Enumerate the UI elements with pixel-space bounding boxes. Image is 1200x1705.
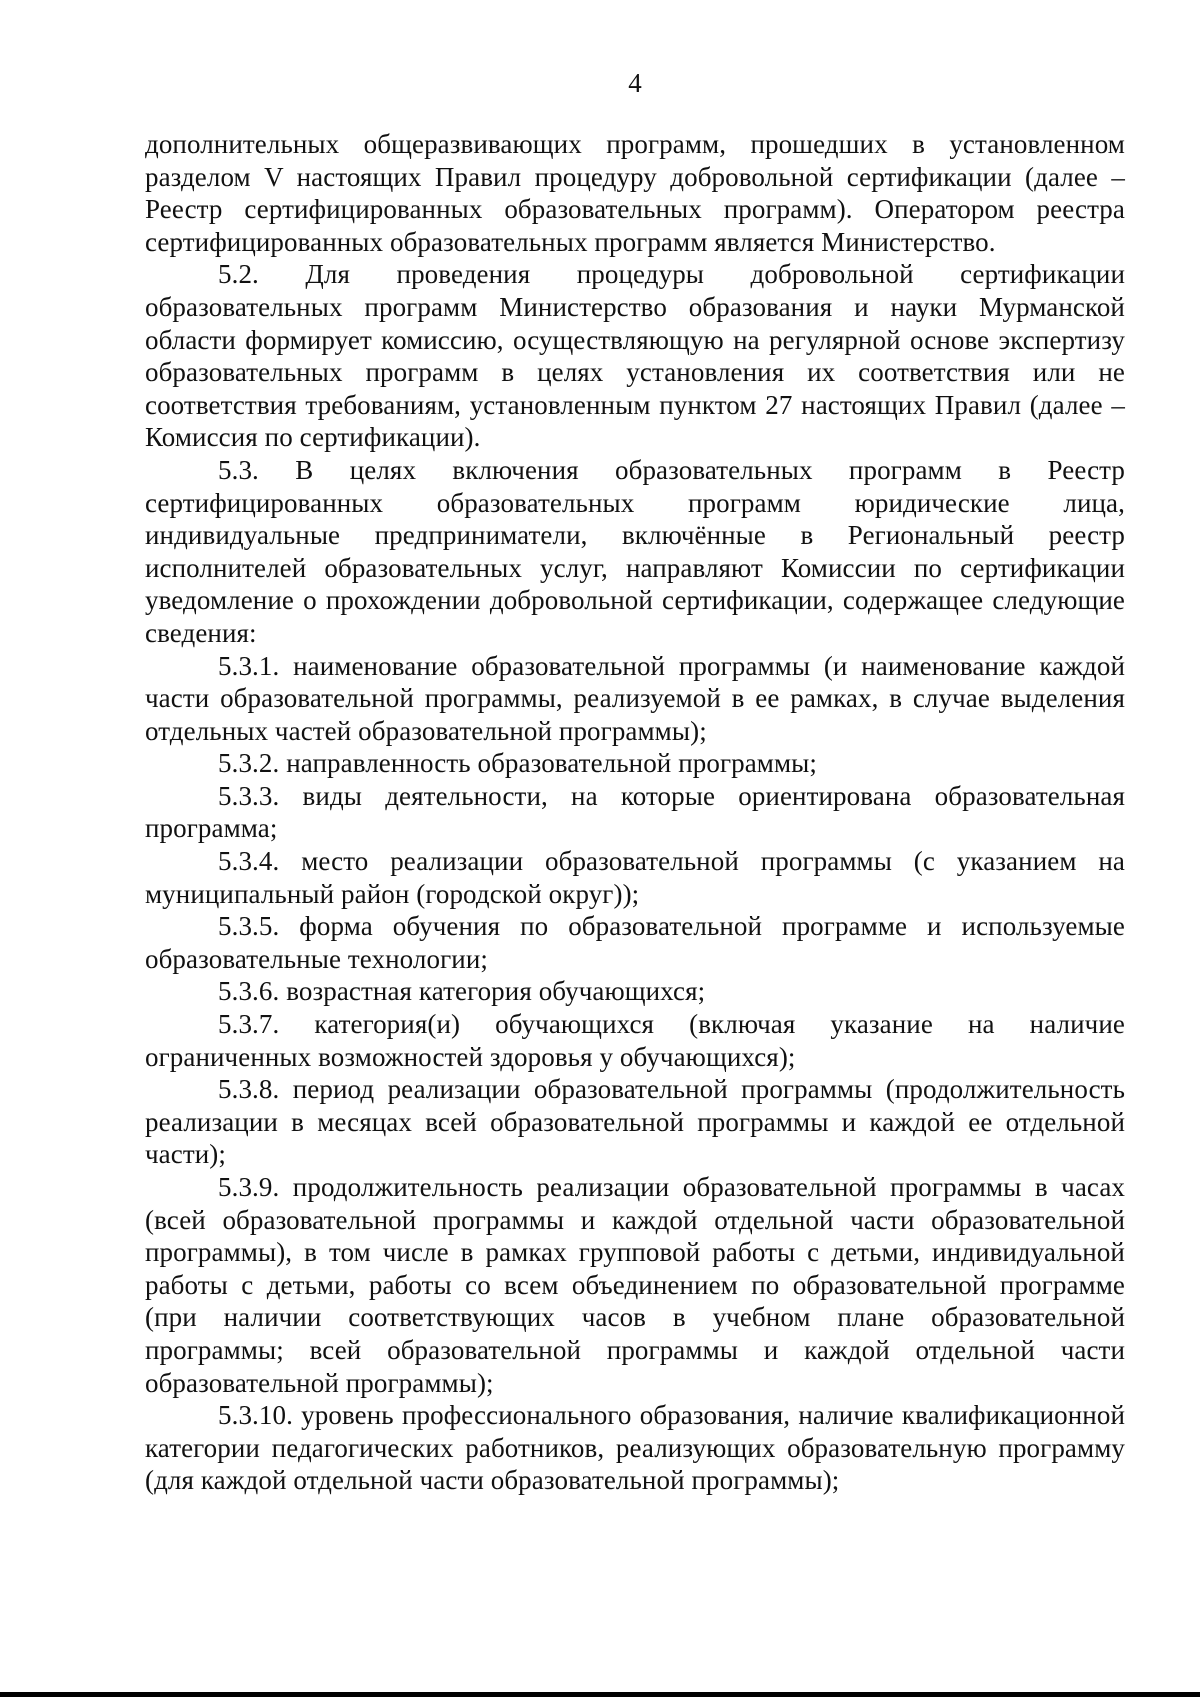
paragraph-5-2: 5.2. Для проведения процедуры добровольной сертификации образовательных программ Министерство образования и науки Мурманской области формирует комиссию, осуществляющую на регулярной основе экспертизу образовательных программ в целях установления их соответствия или не соответствия требованиям, установленным пунктом 27 настоящих Правил (далее – Комиссия по сертификации). [145, 259, 1125, 453]
paragraph-5-3-1: 5.3.1. наименование образовательной программы (и наименование каждой части образовательной программы, реализуемой в ее рамках, в случае выделения отдельных частей образовательной программы); [145, 650, 1125, 746]
paragraph-5-3-5: 5.3.5. форма обучения по образовательной программе и используемые образовательные технологии; [145, 911, 1125, 974]
scan-bottom-edge [0, 1692, 1200, 1697]
document-body [145, 128, 1125, 1497]
page-number: 4 [628, 68, 642, 98]
paragraph-5-3-10: 5.3.10. уровень профессионального образования, наличие квалификационной категории педагогических работников, реализующих образовательную программу (для каждой отдельной части образовательной программы); [145, 1400, 1125, 1496]
paragraph-continuation: дополнительных общеразвивающих программ, прошедших в установленном разделом V настоящих Правил процедуру добровольной сертификации (далее – Реестр сертифицированных образовательных программ). Оператором реестра сертифицированных образовательных программ является Министерство. [145, 129, 1125, 257]
paragraph-5-3-3: 5.3.3. виды деятельности, на которые ориентирована образовательная программа; [145, 780, 1125, 844]
paragraph-5-3-4: 5.3.4. место реализации образовательной программы (с указанием на муниципальный район (городской округ)); [145, 846, 1125, 909]
paragraph-5-3-2: 5.3.2. направленность образовательной программы; [218, 748, 818, 779]
paragraph-5-3-7: 5.3.7. категория(и) обучающихся (включая указание на наличие ограниченных возможностей здоровья у обучающихся); [145, 1009, 1125, 1072]
paragraph-5-3: 5.3. В целях включения образовательных программ в Реестр сертифицированных образовательных программ юридические лица, индивидуальные предприниматели, включённые в Региональный реестр исполнителей образовательных услуг, направляют Комиссии по сертификации уведомление о прохождении добровольной сертификации, содержащее следующие сведения: [145, 454, 1125, 648]
paragraph-5-3-6: 5.3.6. возрастная категория обучающихся; [218, 976, 706, 1007]
paragraph-5-3-9: 5.3.9. продолжительность реализации образовательной программы в часах (всей образовательной программы и каждой отдельной части образовательной программы), в том числе в рамках групповой работы с детьми, индивидуальной работы с детьми, работы со всем объединением по образовательной программе (при наличии соответствующих часов в учебном плане образовательной программы; всей образовательной программы и каждой отдельной части образовательной программы); [145, 1172, 1125, 1398]
paragraph-5-3-8: 5.3.8. период реализации образовательной программы (продолжительность реализации в месяцах всей образовательной программы и каждой ее отдельной части); [145, 1074, 1125, 1170]
